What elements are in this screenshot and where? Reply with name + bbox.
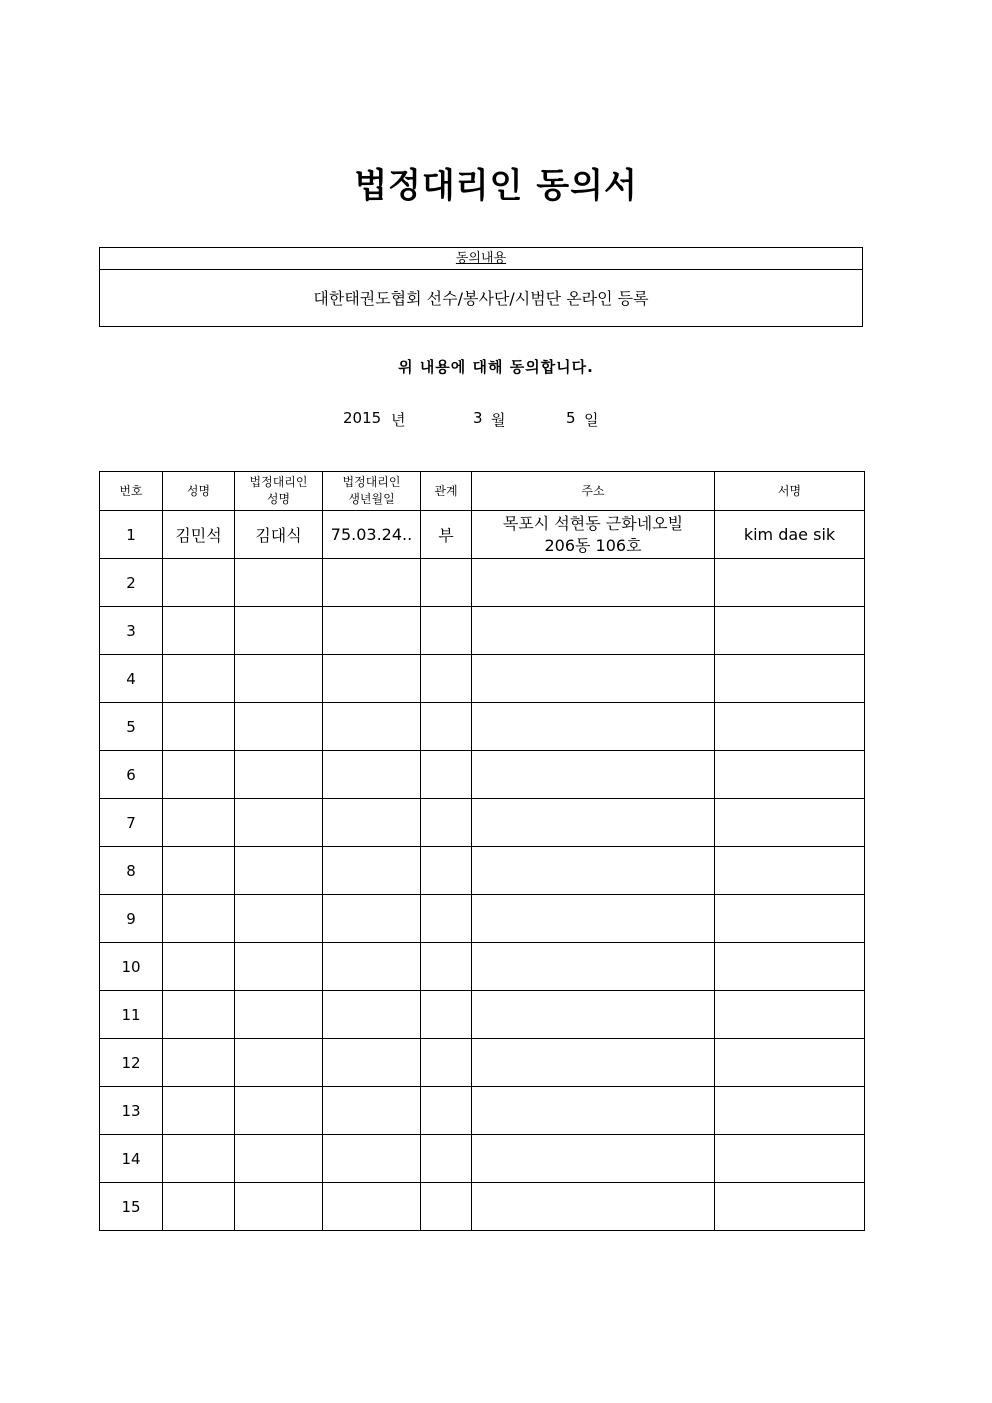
cell-address [472,991,715,1039]
cell-guardian-name [235,751,323,799]
table-row [100,511,865,559]
cell-signature [715,751,865,799]
date-month: 3 [473,409,483,427]
cell-relation [421,895,472,943]
cell-no: 8 [100,847,163,895]
cell-signature [715,703,865,751]
date-year: 2015 [343,409,382,427]
cell-name [163,1135,235,1183]
cell-guardian-name [235,703,323,751]
cell-guardian-birth: 75.03.24.. [323,511,421,559]
cell-guardian-birth [323,943,421,991]
cell-signature [715,655,865,703]
cell-guardian-name [235,943,323,991]
cell-name [163,943,235,991]
cell-relation [421,1183,472,1231]
cell-guardian-birth [323,655,421,703]
table-row [100,559,865,607]
date-day-unit: 일 [584,411,599,429]
document-title: 법정대리인 동의서 [354,166,638,206]
cell-name [163,1039,235,1087]
table-row [100,751,865,799]
cell-no: 3 [100,607,163,655]
cell-address [472,1183,715,1231]
table-header-row [100,472,865,511]
cell-guardian-birth [323,1087,421,1135]
cell-name [163,751,235,799]
cell-signature [715,847,865,895]
cell-relation [421,559,472,607]
cell-guardian-birth [323,1135,421,1183]
cell-guardian-birth [323,895,421,943]
cell-name [163,799,235,847]
cell-guardian-name [235,559,323,607]
cell-relation [421,943,472,991]
date-year-unit: 년 [391,411,406,429]
cell-signature [715,559,865,607]
cell-name: 김민석 [163,511,235,559]
cell-no: 2 [100,559,163,607]
cell-address [472,799,715,847]
header-address [472,472,715,511]
header-guardian-name [235,472,323,511]
cell-relation [421,991,472,1039]
cell-no: 9 [100,895,163,943]
cell-no: 7 [100,799,163,847]
cell-signature [715,1087,865,1135]
cell-relation [421,703,472,751]
cell-guardian-name [235,991,323,1039]
cell-address [472,655,715,703]
cell-signature [715,1039,865,1087]
cell-name [163,703,235,751]
consent-header-label: 동의내용 [455,251,507,266]
cell-relation [421,1135,472,1183]
cell-relation [421,655,472,703]
cell-guardian-birth [323,751,421,799]
cell-address [472,1135,715,1183]
cell-address [472,1039,715,1087]
cell-address [472,559,715,607]
cell-guardian-birth [323,1183,421,1231]
cell-guardian-name [235,847,323,895]
cell-name [163,1087,235,1135]
header-label: 서명 [777,483,802,498]
cell-guardian-birth [323,799,421,847]
cell-signature [715,943,865,991]
agreement-statement: 위 내용에 대해 동의합니다. [398,358,594,376]
header-name [163,472,235,511]
cell-name [163,895,235,943]
cell-guardian-name [235,1039,323,1087]
table-row [100,1087,865,1135]
cell-address [472,751,715,799]
cell-no: 6 [100,751,163,799]
cell-signature: kim dae sik [715,511,865,559]
cell-name [163,607,235,655]
cell-guardian-name [235,895,323,943]
header-label: 생년월일 [348,492,395,506]
cell-signature [715,895,865,943]
address-line: 목포시 석현동 근화네오빌 [502,513,684,533]
cell-signature [715,799,865,847]
cell-address [472,943,715,991]
table-row [100,1039,865,1087]
table-row [100,703,865,751]
cell-address [472,703,715,751]
header-no [100,472,163,511]
cell-address [472,1087,715,1135]
cell-signature [715,1183,865,1231]
table-row [100,1183,865,1231]
cell-guardian-name [235,1135,323,1183]
cell-guardian-name [235,1183,323,1231]
cell-relation [421,1087,472,1135]
cell-signature [715,1135,865,1183]
cell-relation [421,607,472,655]
cell-relation: 부 [421,511,472,559]
cell-no: 10 [100,943,163,991]
header-label: 법정대리인 [342,475,401,489]
cell-guardian-birth [323,607,421,655]
cell-no: 11 [100,991,163,1039]
cell-address [472,607,715,655]
consent-box [99,247,863,327]
header-label: 관계 [434,483,458,498]
consent-header [100,248,862,270]
cell-guardian-name [235,607,323,655]
date-day: 5 [566,409,576,427]
cell-name [163,1183,235,1231]
cell-no: 4 [100,655,163,703]
header-relation [421,472,472,511]
cell-no: 5 [100,703,163,751]
header-label: 성명 [186,483,211,498]
header-label: 법정대리인 [249,475,308,489]
cell-guardian-birth [323,847,421,895]
table-row [100,607,865,655]
address-line: 206동 106호 [544,535,642,555]
cell-no: 13 [100,1087,163,1135]
cell-address [472,511,715,559]
cell-no: 14 [100,1135,163,1183]
table-row [100,655,865,703]
cell-guardian-birth [323,991,421,1039]
header-signature [715,472,865,511]
table-body [100,511,865,1231]
cell-no: 12 [100,1039,163,1087]
consent-content: 대한태권도협회 선수/봉사단/시범단 온라인 등록 [313,289,649,308]
cell-name [163,991,235,1039]
cell-relation [421,799,472,847]
cell-guardian-birth [323,1039,421,1087]
table-row [100,1135,865,1183]
header-label: 주소 [581,483,605,498]
header-label: 번호 [119,483,143,498]
cell-guardian-birth [323,703,421,751]
cell-name [163,655,235,703]
cell-address [472,847,715,895]
cell-no: 1 [100,511,163,559]
cell-name [163,559,235,607]
cell-guardian-name [235,799,323,847]
table-row [100,895,865,943]
cell-guardian-name: 김대식 [235,511,323,559]
cell-guardian-name [235,1087,323,1135]
cell-guardian-name [235,655,323,703]
table-row [100,991,865,1039]
cell-no: 15 [100,1183,163,1231]
consent-registry-table [99,471,865,1231]
cell-relation [421,751,472,799]
cell-address [472,895,715,943]
cell-guardian-birth [323,559,421,607]
header-label: 성명 [266,492,291,506]
cell-signature [715,607,865,655]
cell-signature [715,991,865,1039]
date-month-unit: 월 [491,411,506,429]
cell-relation [421,847,472,895]
table-row [100,943,865,991]
cell-name [163,847,235,895]
cell-relation [421,1039,472,1087]
table-row [100,847,865,895]
header-guardian-birth [323,472,421,511]
table-row [100,799,865,847]
